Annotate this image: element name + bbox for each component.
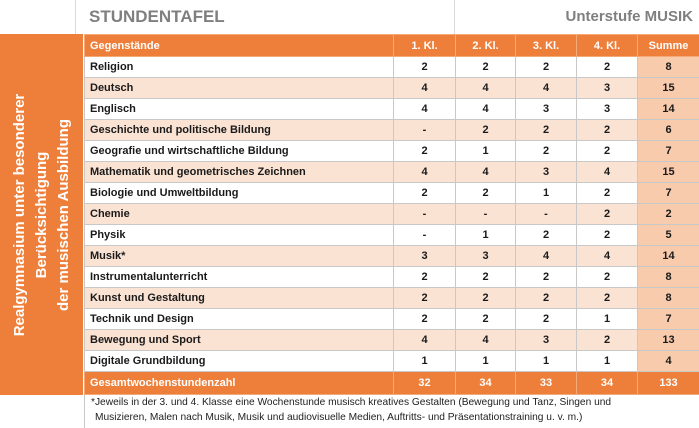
hours-class-3: 3 <box>516 162 577 183</box>
hours-sum: 2 <box>638 204 699 225</box>
timetable <box>84 34 699 395</box>
hours-class-2: 2 <box>456 57 516 78</box>
table-row <box>85 204 699 225</box>
level-label: Unterstufe MUSIK <box>565 8 693 25</box>
table-row <box>85 141 699 162</box>
column-header-class-1: 1. Kl. <box>394 35 456 57</box>
hours-class-2: 1 <box>456 141 516 162</box>
footnote-line-1: *Jeweils in der 3. und 4. Klasse eine Wochenstunde musisch kreatives Gestalten (Bewegung und Tanz, Singen und <box>91 397 612 408</box>
hours-sum: 7 <box>638 309 699 330</box>
hours-class-4: 4 <box>577 246 638 267</box>
column-header-sum: Summe <box>638 35 699 57</box>
hours-class-1: 2 <box>394 141 456 162</box>
hours-class-1: 2 <box>394 309 456 330</box>
hours-class-2: 4 <box>456 162 516 183</box>
subject-name: Instrumentalunterricht <box>85 267 394 288</box>
hours-class-2: 2 <box>456 309 516 330</box>
table-row <box>85 57 699 78</box>
subject-name: Bewegung und Sport <box>85 330 394 351</box>
hours-class-1: - <box>394 120 456 141</box>
hours-class-3: 2 <box>516 141 577 162</box>
table-row <box>85 99 699 120</box>
hours-class-4: 2 <box>577 120 638 141</box>
hours-class-4: 1 <box>577 309 638 330</box>
hours-class-1: 2 <box>394 57 456 78</box>
table-row <box>85 225 699 246</box>
subject-name: Biologie und Umweltbildung <box>85 183 394 204</box>
hours-class-3: - <box>516 204 577 225</box>
hours-class-2: 4 <box>456 78 516 99</box>
hours-class-4: 2 <box>577 204 638 225</box>
hours-class-3: 2 <box>516 120 577 141</box>
hours-sum: 6 <box>638 120 699 141</box>
hours-sum: 5 <box>638 225 699 246</box>
hours-class-1: - <box>394 204 456 225</box>
hours-class-4: 4 <box>577 162 638 183</box>
hours-class-2: 3 <box>456 246 516 267</box>
hours-class-4: 2 <box>577 267 638 288</box>
footnote-line-2: Musizieren, Malen nach Musik, Musik und audiovisuelle Medien, Auftritts- und Präsentationstraining u. v. m.) <box>95 412 583 423</box>
hours-sum: 8 <box>638 57 699 78</box>
column-header-class-4: 4. Kl. <box>577 35 638 57</box>
hours-sum: 13 <box>638 330 699 351</box>
hours-class-1: 4 <box>394 78 456 99</box>
hours-class-4: 3 <box>577 78 638 99</box>
subject-name: Mathematik und geometrisches Zeichnen <box>85 162 394 183</box>
subject-name: Technik und Design <box>85 309 394 330</box>
hours-class-2: 2 <box>456 267 516 288</box>
subject-name: Deutsch <box>85 78 394 99</box>
hours-class-3: 1 <box>516 183 577 204</box>
column-header-subjects: Gegenstände <box>85 35 394 57</box>
hours-class-2: 2 <box>456 120 516 141</box>
hours-class-4: 2 <box>577 141 638 162</box>
table-row <box>85 78 699 99</box>
table-row <box>85 183 699 204</box>
hours-sum: 4 <box>638 351 699 372</box>
column-header-class-3: 3. Kl. <box>516 35 577 57</box>
subject-name: Digitale Grundbildung <box>85 351 394 372</box>
side-label-line-2: Berücksichtigung <box>32 151 50 278</box>
subject-name: Musik* <box>85 246 394 267</box>
hours-class-4: 2 <box>577 330 638 351</box>
hours-class-2: 4 <box>456 99 516 120</box>
total-class-2: 34 <box>456 372 516 395</box>
hours-class-3: 3 <box>516 99 577 120</box>
table-row <box>85 351 699 372</box>
hours-class-3: 2 <box>516 225 577 246</box>
hours-class-1: 2 <box>394 288 456 309</box>
title-row <box>75 0 699 35</box>
hours-class-3: 2 <box>516 288 577 309</box>
total-class-4: 34 <box>577 372 638 395</box>
hours-class-2: - <box>456 204 516 225</box>
table-row <box>85 162 699 183</box>
hours-class-3: 1 <box>516 351 577 372</box>
total-label: Gesamtwochenstundenzahl <box>85 372 394 395</box>
hours-class-4: 1 <box>577 351 638 372</box>
table-row <box>85 246 699 267</box>
hours-sum: 8 <box>638 267 699 288</box>
total-class-1: 32 <box>394 372 456 395</box>
side-label-band <box>0 34 84 395</box>
hours-sum: 14 <box>638 99 699 120</box>
hours-class-1: 4 <box>394 330 456 351</box>
hours-class-3: 2 <box>516 267 577 288</box>
table-row <box>85 330 699 351</box>
hours-class-3: 4 <box>516 246 577 267</box>
hours-class-4: 3 <box>577 99 638 120</box>
side-label-line-3: der musischen Ausbildung <box>54 118 72 311</box>
subject-rows <box>85 57 699 372</box>
hours-class-4: 2 <box>577 288 638 309</box>
hours-class-2: 2 <box>456 183 516 204</box>
total-sum: 133 <box>638 372 699 395</box>
hours-class-1: 1 <box>394 351 456 372</box>
hours-class-1: 4 <box>394 162 456 183</box>
hours-class-3: 3 <box>516 330 577 351</box>
subject-name: Physik <box>85 225 394 246</box>
hours-sum: 15 <box>638 162 699 183</box>
page-title: STUNDENTAFEL <box>75 0 455 34</box>
side-label-line-1: Realgymnasium unter besonderer <box>10 93 28 336</box>
subject-name: Englisch <box>85 99 394 120</box>
hours-sum: 7 <box>638 183 699 204</box>
hours-class-1: 2 <box>394 267 456 288</box>
table-row <box>85 120 699 141</box>
hours-class-1: 4 <box>394 99 456 120</box>
total-row <box>85 372 699 395</box>
hours-class-2: 4 <box>456 330 516 351</box>
table-row <box>85 267 699 288</box>
side-label <box>9 34 75 395</box>
hours-sum: 7 <box>638 141 699 162</box>
subject-name: Kunst und Gestaltung <box>85 288 394 309</box>
subject-name: Religion <box>85 57 394 78</box>
column-header-class-2: 2. Kl. <box>456 35 516 57</box>
footnote <box>84 395 699 428</box>
total-class-3: 33 <box>516 372 577 395</box>
hours-class-4: 2 <box>577 57 638 78</box>
hours-class-1: 2 <box>394 183 456 204</box>
header-row <box>85 35 699 57</box>
hours-sum: 8 <box>638 288 699 309</box>
table-row <box>85 288 699 309</box>
subject-name: Geografie und wirtschaftliche Bildung <box>85 141 394 162</box>
hours-class-3: 2 <box>516 57 577 78</box>
hours-class-4: 2 <box>577 225 638 246</box>
hours-sum: 15 <box>638 78 699 99</box>
hours-class-3: 4 <box>516 78 577 99</box>
hours-class-3: 2 <box>516 309 577 330</box>
hours-class-1: 3 <box>394 246 456 267</box>
hours-class-2: 2 <box>456 288 516 309</box>
hours-class-4: 2 <box>577 183 638 204</box>
table-row <box>85 309 699 330</box>
hours-class-1: - <box>394 225 456 246</box>
hours-sum: 14 <box>638 246 699 267</box>
subject-name: Chemie <box>85 204 394 225</box>
hours-class-2: 1 <box>456 351 516 372</box>
corner-cell <box>0 0 76 35</box>
hours-class-2: 1 <box>456 225 516 246</box>
subject-name: Geschichte und politische Bildung <box>85 120 394 141</box>
